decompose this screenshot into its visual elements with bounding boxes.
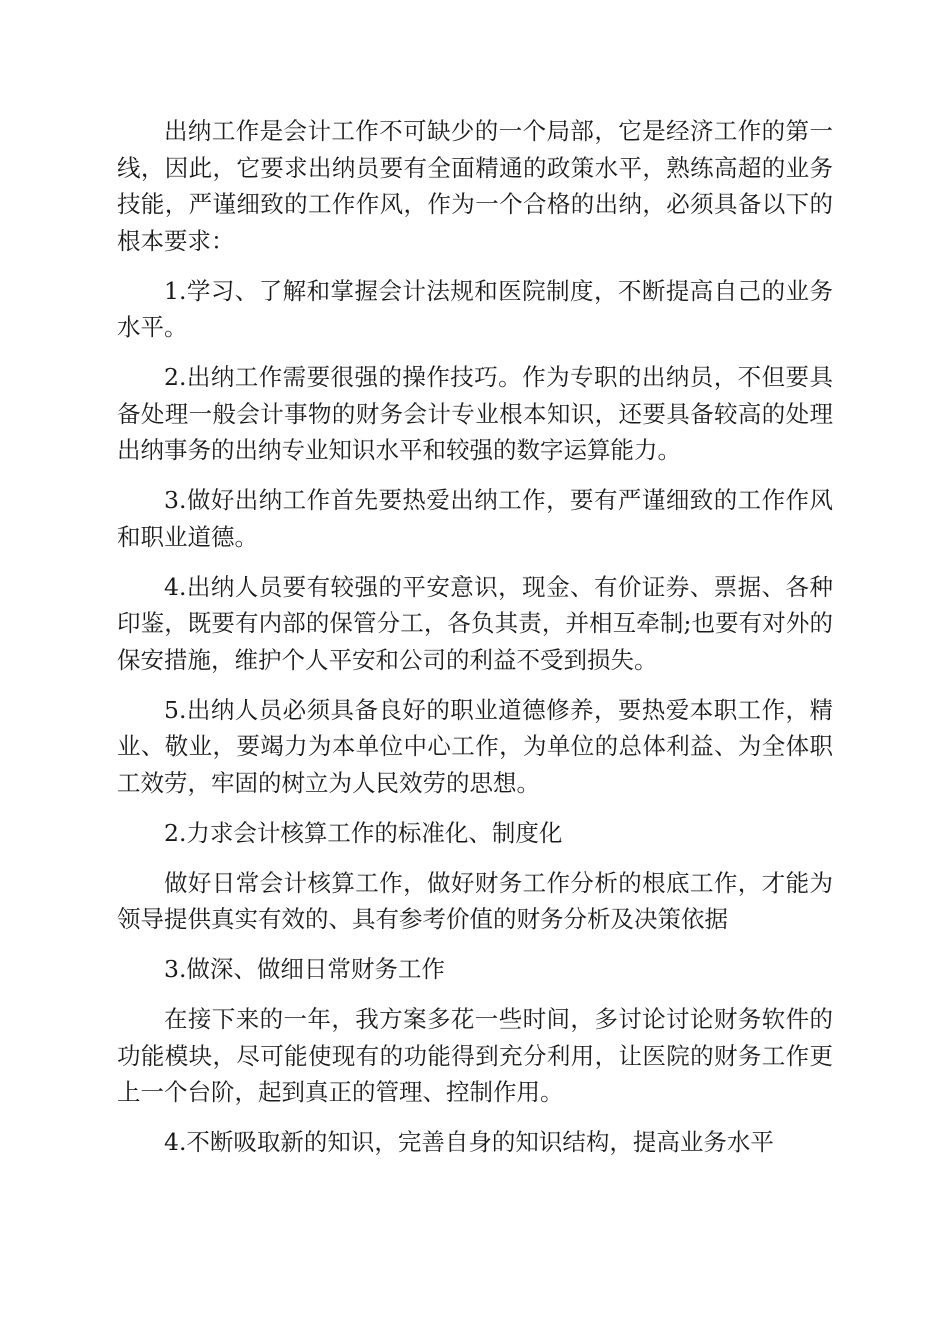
paragraph-item-1: 1.学习、了解和掌握会计法规和医院制度，不断提高自己的业务水平。 [117, 276, 833, 341]
paragraph-daily-work: 在接下来的一年，我方案多花一些时间，多讨论讨论财务软件的功能模块，尽可能使现有的功能得到充分利用，让医院的财务工作更上一个台阶，起到真正的管理、控制作用。 [117, 1005, 833, 1106]
paragraph-item-5: 5.出纳人员必须具备良好的职业道德修养，要热爱本职工作，精业、敬业，要竭力为本单位中心工作，为单位的总体利益、为全体职工效劳，牢固的树立为人民效劳的思想。 [117, 695, 833, 797]
section-heading-standardization: 2.力求会计核算工作的标准化、制度化 [164, 818, 563, 847]
paragraph-item-4: 4.出纳人员要有较强的平安意识，现金、有价证券、票据、各种印鉴，既要有内部的保管分工，各负其责，并相互牵制;也要有对外的保安措施，维护个人平安和公司的利益不受到损失。 [117, 572, 833, 674]
document-body [117, 113, 833, 1161]
section-heading-daily-work: 3.做深、做细日常财务工作 [164, 955, 445, 983]
section-heading-learning: 4.不断吸取新的知识，完善自身的知识结构，提高业务水平 [164, 1128, 774, 1156]
paragraph-item-2: 2.出纳工作需要很强的操作技巧。作为专职的出纳员，不但要具备处理一般会计事物的财务会计专业根本知识，还要具备较高的处理出纳事务的出纳专业知识水平和较强的数字运算能力。 [117, 363, 833, 464]
paragraph-item-3: 3.做好出纳工作首先要热爱出纳工作，要有严谨细致的工作作风和职业道德。 [117, 486, 833, 551]
paragraph-standardization: 做好日常会计核算工作，做好财务工作分析的根底工作，才能为领导提供真实有效的、具有参考价值的财务分析及决策依据 [117, 868, 833, 933]
paragraph-intro: 出纳工作是会计工作不可缺少的一个局部，它是经济工作的第一线，因此，它要求出纳员要有全面精通的政策水平，熟练高超的业务技能，严谨细致的工作作风，作为一个合格的出纳，必须具备以下的根本要求： [117, 117, 833, 255]
